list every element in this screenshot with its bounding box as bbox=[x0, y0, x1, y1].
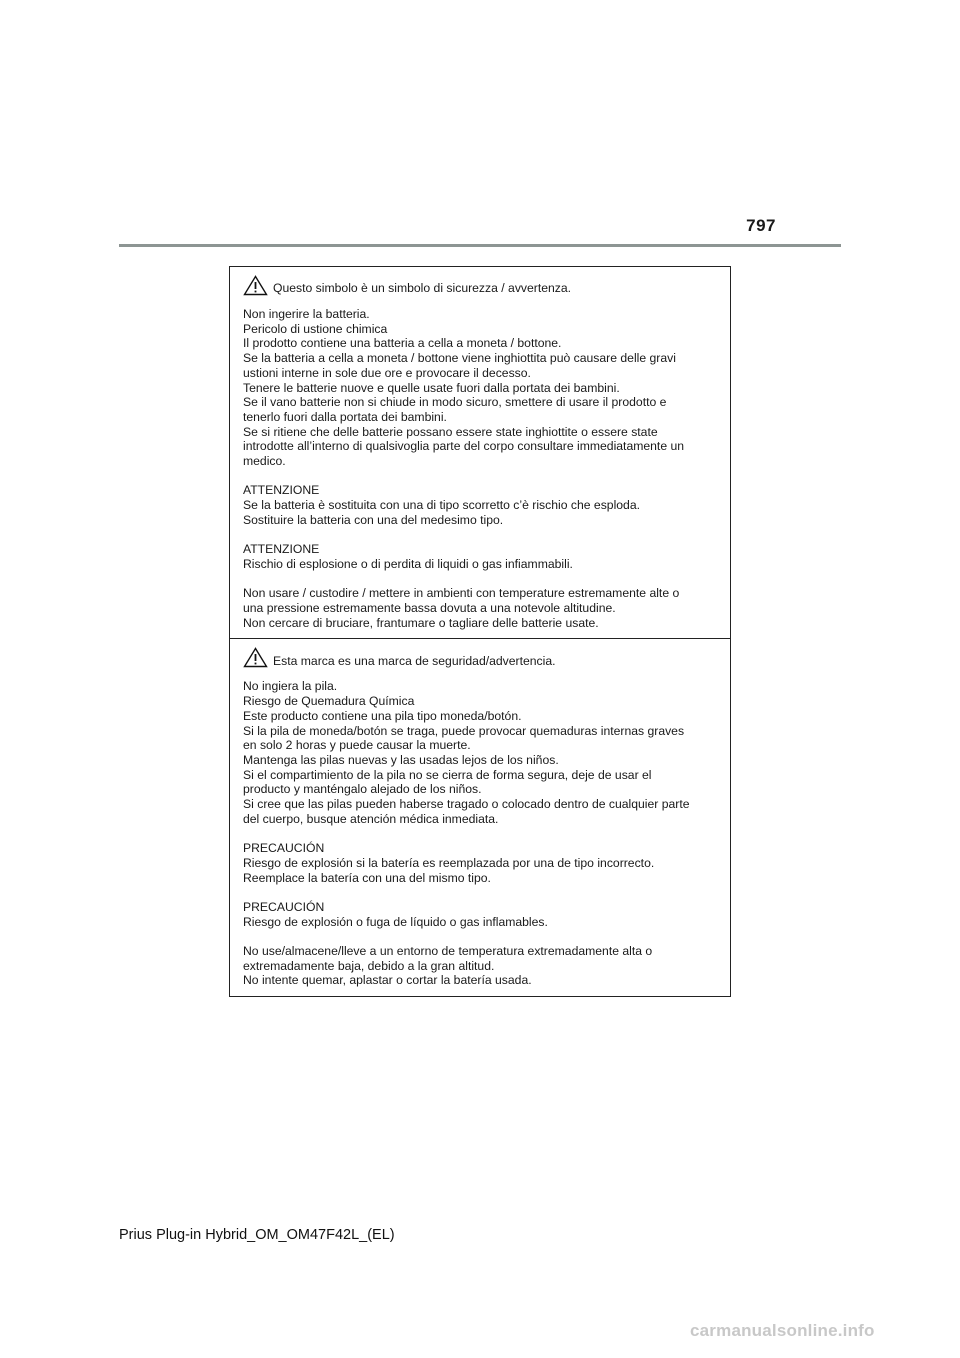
warning-triangle-icon bbox=[243, 647, 268, 668]
text-line: Riesgo de Quemadura Química bbox=[243, 694, 415, 709]
text-line: Pericolo di ustione chimica bbox=[243, 321, 388, 336]
text-line: extremadamente baja, debido a la gran altitud. bbox=[243, 958, 495, 973]
spanish-paragraph bbox=[243, 841, 720, 885]
battery-safety-notice bbox=[229, 266, 731, 997]
text-line: PRECAUCIÓN bbox=[243, 841, 325, 856]
text-line: Si el compartimiento de la pila no se cierra de forma segura, deje de usar el bbox=[243, 767, 652, 782]
text-line: Si la pila de moneda/botón se traga, puede provocar quemaduras internas graves bbox=[243, 723, 685, 738]
italian-paragraph bbox=[243, 307, 720, 469]
text-line: No use/almacene/lleve a un entorno de temperatura extremadamente alta o bbox=[243, 944, 653, 959]
text-line: Este producto contiene una pila tipo moneda/botón. bbox=[243, 708, 522, 723]
text-line: Rischio di esplosione o di perdita di liquidi o gas infiammabili. bbox=[243, 556, 573, 571]
text-line: Non usare / custodire / mettere in ambienti con temperature estremamente alte o bbox=[243, 586, 680, 601]
italian-paragraph bbox=[243, 586, 720, 630]
text-line: Se la batteria è sostituita con una di tipo scorretto c’è rischio che esploda. bbox=[243, 498, 640, 513]
text-line: Se il vano batterie non si chiude in modo sicuro, smettere di usare il prodotto e bbox=[243, 395, 667, 410]
text-line: Riesgo de explosión si la batería es reemplazada por una de tipo incorrecto. bbox=[243, 855, 655, 870]
text-line: ustioni interne in sole due ore e provocare il decesso. bbox=[243, 365, 531, 380]
text-line: en solo 2 horas y puede causar la muerte. bbox=[243, 738, 471, 753]
spanish-warning-line bbox=[243, 647, 720, 668]
text-line: introdotte all’interno di qualsivoglia parte del corpo consultare immediatamente un bbox=[243, 439, 685, 454]
text-line: ATTENZIONE bbox=[243, 483, 320, 498]
text-line: una pressione estremamente bassa dovuta a una notevole altitudine. bbox=[243, 601, 616, 616]
text-line: PRECAUCIÓN bbox=[243, 899, 325, 914]
text-line: Sostituire la batteria con una del medesimo tipo. bbox=[243, 512, 504, 527]
text-line: producto y manténgalo alejado de los niños. bbox=[243, 782, 482, 797]
site-watermark: carmanualsonline.info bbox=[690, 1321, 875, 1340]
italian-paragraph bbox=[243, 483, 720, 527]
text-line: Tenere le batterie nuove e quelle usate fuori dalla portata dei bambini. bbox=[243, 380, 620, 395]
text-line: ATTENZIONE bbox=[243, 542, 320, 557]
text-line: Reemplace la batería con una del mismo tipo. bbox=[243, 870, 491, 885]
manual-footer-id: Prius Plug-in Hybrid_OM_OM47F42L_(EL) bbox=[119, 1227, 395, 1243]
spanish-paragraph bbox=[243, 679, 720, 826]
header-rule bbox=[119, 244, 841, 247]
italian-warning-line bbox=[243, 275, 720, 296]
italian-warning-text: Questo simbolo è un simbolo di sicurezza / avvertenza. bbox=[273, 281, 572, 296]
text-line: tenerlo fuori dalla portata dei bambini. bbox=[243, 409, 447, 424]
spanish-notice bbox=[230, 638, 730, 996]
text-line: No ingiera la pila. bbox=[243, 679, 338, 694]
spanish-warning-text: Esta marca es una marca de seguridad/advertencia. bbox=[273, 653, 556, 668]
text-line: medico. bbox=[243, 454, 286, 469]
italian-paragraph bbox=[243, 542, 720, 571]
text-line: Non cercare di bruciare, frantumare o tagliare delle batterie usate. bbox=[243, 615, 599, 630]
text-line: Se la batteria a cella a moneta / bottone viene inghiottita può causare delle gravi bbox=[243, 351, 676, 366]
italian-notice bbox=[230, 267, 730, 638]
spanish-paragraph bbox=[243, 900, 720, 929]
text-line: Mantenga las pilas nuevas y las usadas lejos de los niños. bbox=[243, 752, 559, 767]
text-line: No intente quemar, aplastar o cortar la batería usada. bbox=[243, 973, 532, 988]
spanish-paragraph bbox=[243, 944, 720, 988]
page-number: 797 bbox=[746, 216, 776, 235]
text-line: Non ingerire la batteria. bbox=[243, 307, 370, 321]
text-line: del cuerpo, busque atención médica inmediata. bbox=[243, 811, 499, 826]
text-line: Il prodotto contiene una batteria a cella a moneta / bottone. bbox=[243, 336, 562, 351]
text-line: Riesgo de explosión o fuga de líquido o gas inflamables. bbox=[243, 914, 548, 929]
text-line: Se si ritiene che delle batterie possano essere state inghiottite o essere state bbox=[243, 424, 658, 439]
text-line: Si cree que las pilas pueden haberse tragado o colocado dentro de cualquier parte bbox=[243, 797, 690, 812]
warning-triangle-icon bbox=[243, 275, 268, 296]
